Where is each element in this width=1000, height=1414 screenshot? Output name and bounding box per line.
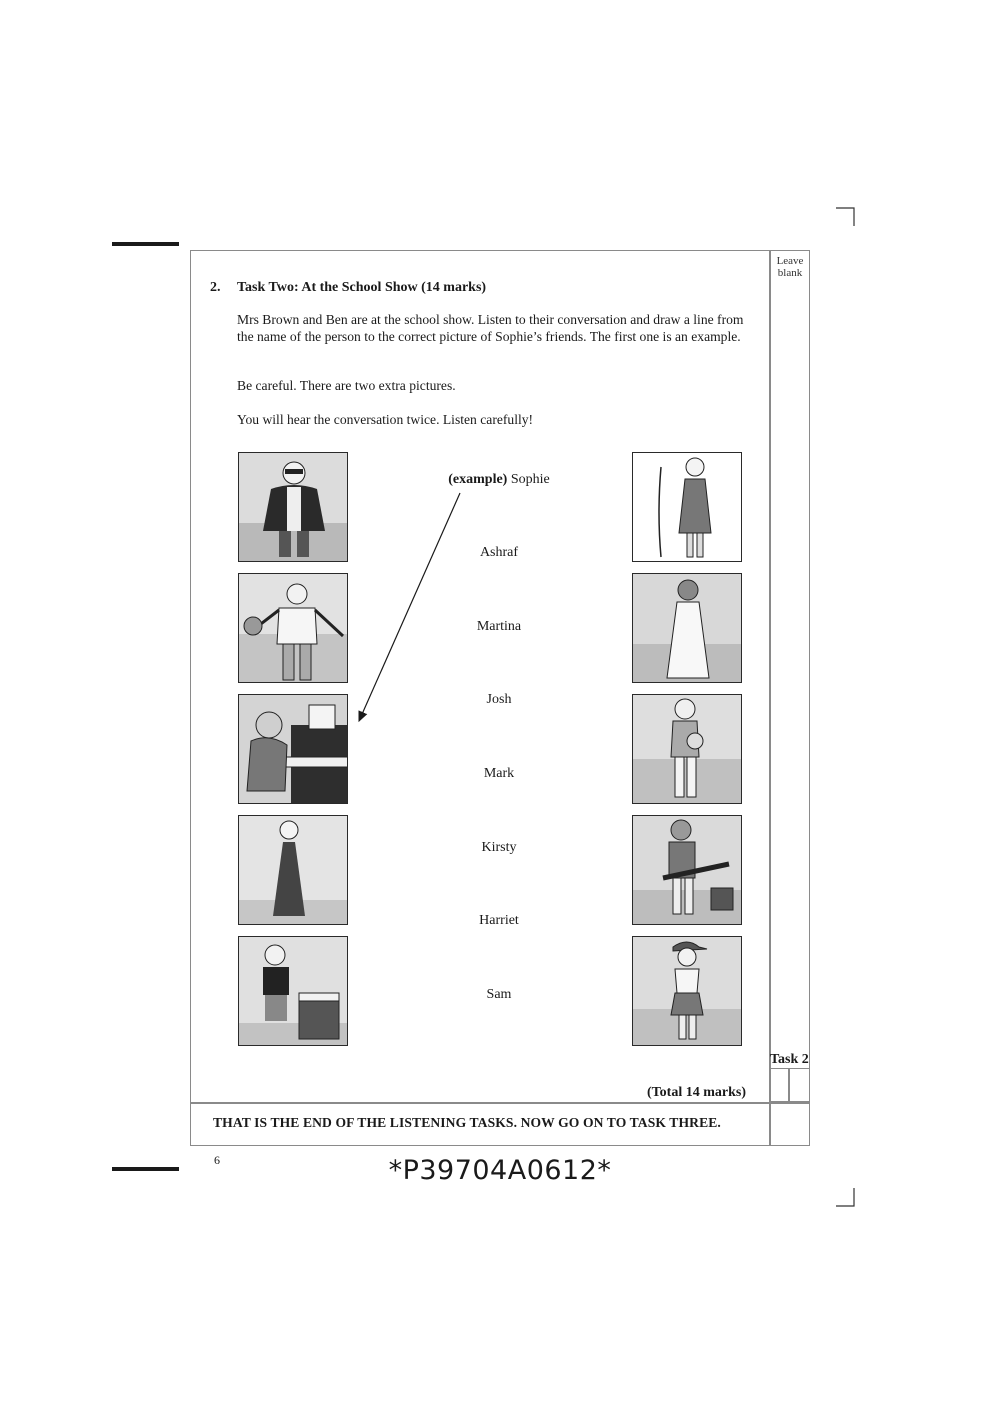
picture-right-2[interactable] bbox=[632, 573, 742, 683]
girl-in-white-dress-illustration bbox=[633, 574, 742, 683]
end-divider bbox=[190, 1102, 810, 1104]
total-marks: (Total 14 marks) bbox=[646, 1085, 746, 1100]
score-box-right[interactable] bbox=[789, 1068, 810, 1102]
picture-right-4[interactable] bbox=[632, 815, 742, 925]
name-josh[interactable]: Josh bbox=[486, 692, 512, 707]
girl-with-rope-illustration bbox=[633, 453, 742, 562]
boy-with-keyboard-illustration bbox=[239, 937, 348, 1046]
girl-in-cap-illustration bbox=[633, 937, 742, 1046]
crop-mark-bottom bbox=[834, 1186, 856, 1208]
left-margin-bar-bottom bbox=[112, 1167, 179, 1171]
crop-mark-top bbox=[834, 206, 856, 228]
barcode-text: *P39704A0612* bbox=[388, 1155, 612, 1186]
girl-at-piano-illustration bbox=[239, 695, 348, 804]
example-arrow bbox=[350, 485, 470, 735]
picture-left-5[interactable] bbox=[238, 936, 348, 1046]
name-ashraf[interactable]: Ashraf bbox=[479, 545, 519, 560]
name-mark[interactable]: Mark bbox=[483, 766, 515, 781]
picture-right-3[interactable] bbox=[632, 694, 742, 804]
name-martina[interactable]: Martina bbox=[476, 619, 522, 634]
listen-paragraph: You will hear the conversation twice. Listen carefully! bbox=[237, 412, 534, 427]
boy-with-flowers-illustration bbox=[239, 574, 348, 683]
girl-in-long-dress-illustration bbox=[239, 816, 348, 925]
instruction-paragraph: Mrs Brown and Ben are at the school show. Listen to their conversation and draw a line from the name of the person to the correct picture of Sophie’s friends. The first one is an example. bbox=[237, 312, 744, 344]
margin-divider bbox=[769, 250, 771, 1146]
picture-left-2[interactable] bbox=[238, 573, 348, 683]
name-kirsty[interactable]: Kirsty bbox=[481, 840, 517, 855]
example-label: (example) bbox=[448, 472, 508, 487]
leave-blank-label: Leave blank bbox=[776, 255, 804, 279]
question-number: 2. bbox=[210, 280, 221, 295]
picture-right-1[interactable] bbox=[632, 452, 742, 562]
question-title: Task Two: At the School Show (14 marks) bbox=[237, 280, 487, 295]
warning-paragraph: Be careful. There are two extra pictures. bbox=[237, 378, 456, 393]
left-margin-bar-top bbox=[112, 242, 179, 246]
page-number: 6 bbox=[214, 1153, 220, 1167]
score-box-left[interactable] bbox=[769, 1068, 789, 1102]
picture-right-5[interactable] bbox=[632, 936, 742, 1046]
girl-with-toy-illustration bbox=[633, 695, 742, 804]
picture-left-3[interactable] bbox=[238, 694, 348, 804]
end-of-listening-text: THAT IS THE END OF THE LISTENING TASKS. NOW GO ON TO TASK THREE. bbox=[213, 1115, 721, 1130]
name-harriet[interactable]: Harriet bbox=[479, 913, 519, 928]
example-name-text: Sophie bbox=[510, 472, 550, 487]
picture-left-4[interactable] bbox=[238, 815, 348, 925]
man-in-jacket-illustration bbox=[239, 453, 348, 562]
picture-left-1[interactable] bbox=[238, 452, 348, 562]
name-sam[interactable]: Sam bbox=[486, 987, 512, 1002]
boy-with-guitar-illustration bbox=[633, 816, 742, 925]
task-label: Task 2 bbox=[770, 1052, 809, 1067]
